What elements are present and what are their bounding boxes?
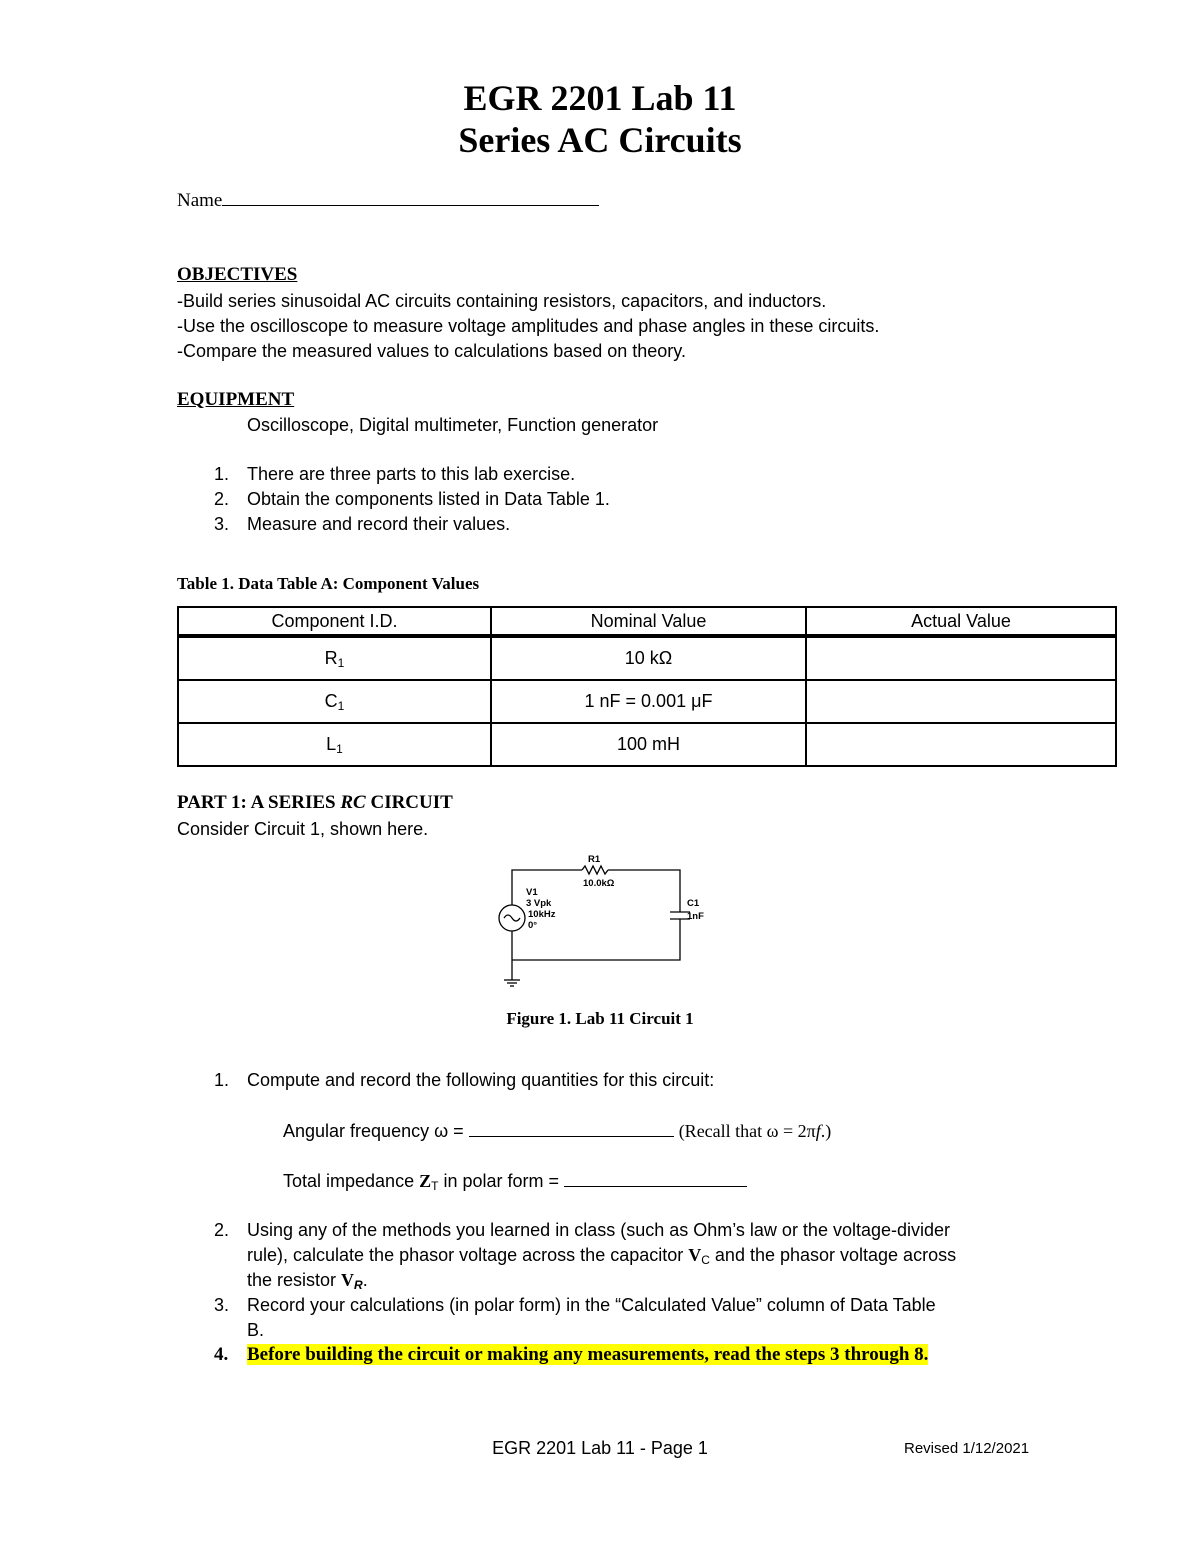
component-id: R [324, 647, 338, 668]
name-label: Name [177, 190, 223, 211]
resistor-symbol [582, 866, 608, 874]
component-values-table [177, 606, 1117, 767]
step-text [247, 1244, 956, 1271]
step-number: 2. [214, 489, 230, 509]
part1-heading-rc: RC [340, 792, 366, 813]
step-number: 3. [214, 1295, 230, 1315]
step-text: There are three parts to this lab exercise. [247, 464, 576, 484]
step-text: Compute and record the following quantities for this circuit: [247, 1070, 715, 1090]
component-id-cell [178, 723, 491, 766]
omega-recall [679, 1121, 832, 1141]
step-text: B. [247, 1320, 265, 1340]
part1-heading [177, 792, 453, 814]
actual-value-cell[interactable] [806, 636, 1116, 680]
objective-item: -Build series sinusoidal AC circuits containing resistors, capacitors, and inductors. [177, 291, 827, 311]
nominal-value-cell: 1 nF = 0.001 μF [491, 680, 806, 723]
wire [608, 870, 680, 912]
vc-subscript: C [701, 1253, 710, 1267]
omega-recall-text: .) [820, 1121, 832, 1141]
component-id-cell [178, 680, 491, 723]
v-phase-label: 0° [528, 920, 538, 931]
objective-item: -Compare the measured values to calculations based on theory. [177, 341, 686, 361]
sine-symbol [504, 915, 520, 921]
step-text: Obtain the components listed in Data Table 1. [247, 489, 610, 509]
step-text: Using any of the methods you learned in class (such as Ohm’s law or the voltage-divider [247, 1220, 951, 1240]
nominal-value-cell: 100 mH [491, 723, 806, 766]
r-name-label: R1 [588, 854, 601, 865]
name-blank[interactable] [222, 205, 599, 206]
component-id: C [324, 690, 338, 711]
component-id-subscript: 1 [337, 655, 345, 670]
step-number: 1. [214, 464, 230, 484]
step-text-part: the resistor [247, 1270, 342, 1290]
omega-line [283, 1120, 831, 1142]
column-header: Actual Value [806, 607, 1116, 636]
table-row [178, 636, 1116, 680]
vr-subscript: R [354, 1278, 363, 1292]
c-name-label: C1 [687, 898, 700, 909]
omega-blank[interactable] [469, 1136, 674, 1137]
component-id: L [326, 733, 337, 754]
actual-value-cell[interactable] [806, 680, 1116, 723]
step-number: 2. [214, 1220, 230, 1240]
table-caption: Table 1. Data Table A: Component Values [177, 574, 480, 593]
component-id-subscript: 1 [337, 698, 345, 713]
page-subtitle: Series AC Circuits [458, 120, 742, 160]
step-text-part: . [362, 1270, 368, 1290]
actual-value-cell[interactable] [806, 723, 1116, 766]
table-header-row [178, 607, 1116, 636]
equipment-heading: EQUIPMENT [177, 389, 295, 410]
omega-recall-text: (Recall that ω = 2π [678, 1121, 816, 1141]
highlighted-warning: Before building the circuit or making any measurements, read the steps 3 through 8. [247, 1344, 929, 1365]
step-text: Measure and record their values. [247, 514, 511, 534]
table-row [178, 680, 1116, 723]
page-title: EGR 2201 Lab 11 [463, 78, 737, 118]
vr-symbol: V [341, 1270, 355, 1290]
part1-heading-text: PART 1: A SERIES [177, 792, 341, 813]
step-text-part: and the phasor voltage across [709, 1245, 957, 1265]
impedance-symbol: Z [419, 1171, 432, 1191]
step-text [247, 1269, 368, 1296]
nominal-value-cell: 10 kΩ [491, 636, 806, 680]
step-text [247, 1344, 928, 1366]
wire [512, 919, 680, 960]
omega-recall-f: f [815, 1121, 821, 1141]
v-freq-label: 10kHz [528, 909, 556, 920]
impedance-label: Total impedance [283, 1171, 420, 1191]
impedance-line [283, 1170, 747, 1197]
impedance-subscript: T [431, 1179, 439, 1193]
part1-heading-text: CIRCUIT [365, 792, 453, 813]
name-field[interactable] [177, 190, 599, 212]
step-number: 3. [214, 514, 230, 534]
v-amp-label: 3 Vpk [526, 898, 552, 909]
step-text-part: rule), calculate the phasor voltage across the capacitor [247, 1245, 689, 1265]
step-text: Record your calculations (in polar form) in the “Calculated Value” column of Data Table [247, 1295, 936, 1315]
circuit-diagram [490, 848, 720, 993]
column-header: Component I.D. [178, 607, 491, 636]
table-row [178, 723, 1116, 766]
step-number: 4. [214, 1344, 229, 1365]
column-header: Nominal Value [491, 607, 806, 636]
impedance-label: in polar form = [438, 1171, 565, 1191]
c-value-label: 1nF [687, 911, 704, 922]
objective-item: -Use the oscilloscope to measure voltage amplitudes and phase angles in these circuits. [177, 316, 880, 336]
component-id-subscript: 1 [336, 741, 343, 756]
omega-label: Angular frequency ω = [283, 1121, 469, 1141]
figure-caption: Figure 1. Lab 11 Circuit 1 [506, 1009, 694, 1028]
component-id-cell [178, 636, 491, 680]
objectives-heading: OBJECTIVES [177, 264, 298, 285]
part1-intro: Consider Circuit 1, shown here. [177, 819, 429, 839]
equipment-list: Oscilloscope, Digital multimeter, Function generator [247, 415, 659, 435]
v-name-label: V1 [526, 887, 538, 898]
vc-symbol: V [688, 1245, 702, 1265]
impedance-blank[interactable] [564, 1186, 747, 1187]
footer-revised: Revised 1/12/2021 [904, 1440, 1030, 1457]
r-value-label: 10.0kΩ [583, 878, 615, 889]
step-number: 1. [214, 1070, 230, 1090]
footer-page: EGR 2201 Lab 11 - Page 1 [492, 1438, 708, 1458]
